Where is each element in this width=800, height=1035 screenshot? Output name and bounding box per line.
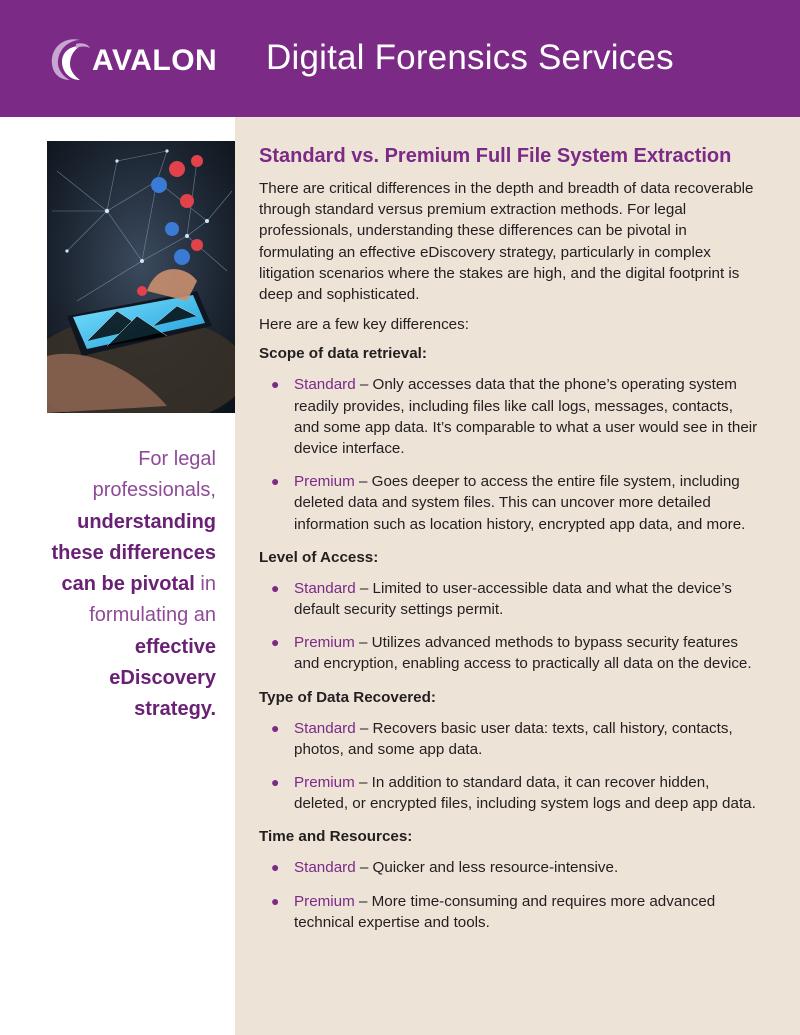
list-item: [259, 578, 759, 620]
list-term: Premium: [294, 634, 355, 652]
list-item: [259, 718, 759, 760]
bullet-icon: ●: [271, 473, 280, 490]
bullet-icon: ●: [271, 859, 280, 876]
intro-paragraph: There are critical differences in the depth and breadth of data recoverable through standard versus premium extraction methods. For legal professionals, understanding these differences can be pivotal in formulating an effective eDiscovery strategy, particularly in complex litigation scenarios where the stakes are high, and the digital footprint is deep and sophisticated.: [259, 180, 754, 304]
list-item: [259, 374, 759, 459]
bullet-icon: ●: [271, 579, 280, 596]
pull-quote-part: in formulating an: [89, 573, 216, 627]
list-text: – More time-consuming and requires more advanced technical expertise and tools.: [294, 892, 716, 931]
pull-quote: [30, 444, 216, 726]
bullet-icon: ●: [271, 719, 280, 736]
avalon-logo: [46, 34, 226, 88]
page-header: [0, 0, 800, 117]
section-heading: Scope of data retrieval:: [259, 345, 427, 363]
smartphone-social-network-photo: [47, 141, 235, 413]
bullet-icon: ●: [271, 892, 280, 909]
logo-wordmark: AVALON: [92, 44, 218, 77]
list-text: – Recovers basic user data: texts, call history, contacts, photos, and some app data.: [294, 719, 733, 758]
page-title: Digital Forensics Services: [266, 38, 674, 77]
list-item: [259, 857, 759, 878]
list-term: Premium: [294, 473, 355, 491]
article-title: Standard vs. Premium Full File System Extraction: [259, 145, 732, 167]
bullet-list: [259, 857, 759, 933]
list-item: [259, 471, 759, 535]
list-text: – Limited to user-accessible data and what the device’s default security settings permit.: [294, 579, 732, 619]
list-text: – Goes deeper to access the entire file system, including deleted data and system files. This can uncover more detailed information such as location history, encrypted app data, and more.: [294, 473, 746, 533]
list-term: Standard: [294, 579, 356, 597]
bullet-list: [259, 578, 759, 675]
list-item: [259, 772, 759, 814]
list-text: – Only accesses data that the phone’s operating system readily provides, including files like call logs, messages, contacts, and some app data. It’s comparable to what a user would see in their device interface.: [294, 376, 758, 458]
list-term: Standard: [294, 859, 356, 877]
bullet-list: [259, 374, 759, 534]
list-term: Standard: [294, 719, 356, 737]
list-text: – In addition to standard data, it can recover hidden, deleted, or encrypted files, including system logs and deep app data.: [294, 774, 756, 813]
bullet-icon: ●: [271, 376, 280, 393]
list-text: – Utilizes advanced methods to bypass security features and encryption, enabling access to practically all data on the device.: [294, 634, 752, 673]
knight-helmet-icon: [46, 34, 96, 88]
list-item: [259, 632, 759, 674]
list-term: Premium: [294, 774, 355, 792]
bullet-icon: ●: [271, 634, 280, 651]
pull-quote-part: For legal professionals,: [92, 448, 216, 502]
list-item: [259, 891, 759, 933]
bullet-list: [259, 718, 759, 815]
article: [259, 143, 759, 945]
list-text: – Quicker and less resource-intensive.: [355, 859, 619, 877]
lead-paragraph: Here are a few key differences:: [259, 316, 469, 334]
list-term: Standard: [294, 376, 356, 394]
pull-quote-part: effective eDiscovery strategy.: [109, 635, 216, 721]
bullet-icon: ●: [271, 774, 280, 791]
list-term: Premium: [294, 892, 355, 910]
section-heading: Time and Resources:: [259, 828, 413, 846]
section-heading: Type of Data Recovered:: [259, 688, 436, 706]
section-heading: Level of Access:: [259, 548, 379, 566]
pull-quote-part: understanding these differences can be pivotal: [51, 510, 216, 596]
